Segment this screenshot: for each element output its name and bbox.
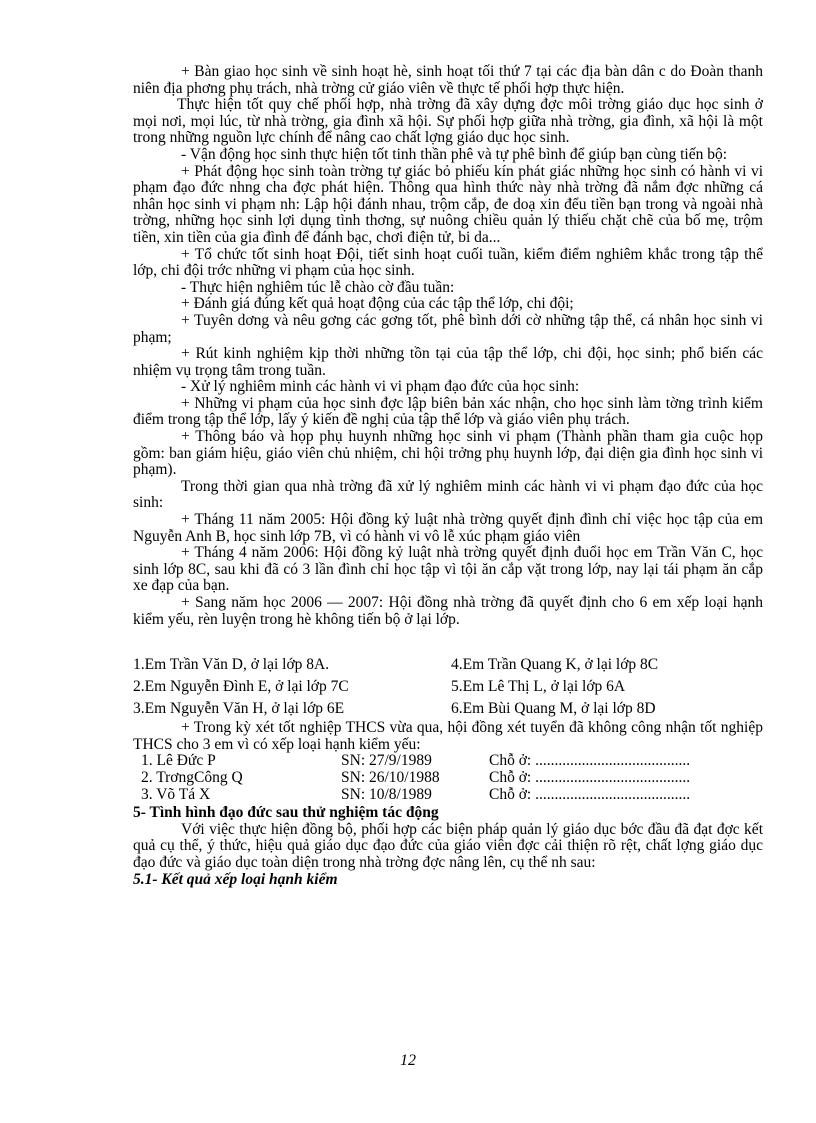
paragraph: Trong thời gian qua nhà trờng đã xử lý nghiêm minh các hành vi vi phạm đạo đức của học sinh:	[133, 477, 763, 512]
paragraph: + Rút kinh nghiệm kịp thời những tồn tại của tập thể lớp, chi đội, học sinh; phổ biến các nhiệm vụ trọng tâm trong tuần.	[133, 345, 763, 379]
subsection-heading: 5.1- Kết quả xếp loại hạnh kiểm	[133, 870, 338, 888]
table-row	[141, 787, 763, 804]
paragraph: + Trong kỳ xét tốt nghiệp THCS vừa qua, hội đồng xét tuyển đã không công nhận tốt nghiệp THCS cho 3 em vì có xếp loại hạnh kiểm yếu:	[133, 719, 763, 753]
student-name: 3. Võ Tá X	[141, 785, 211, 803]
student-item: 3.Em Nguyễn Văn H, ở lại lớp 6E	[133, 700, 345, 718]
table-row	[141, 770, 763, 787]
student-address: Chỗ ở: ........................................	[489, 752, 691, 770]
student-address: Chỗ ở: ........................................	[489, 768, 691, 786]
paragraph: - Xử lý nghiêm minh các hành vi vi phạm đạo đức của học sinh:	[181, 378, 580, 396]
paragraph: + Những vi phạm của học sinh đợc lập biên bản xác nhận, cho học sinh làm tờng trình kiểm điểm trong tập thể lớp, lấy ý kiến đề nghị của tập thể lớp và giáo viên phụ trách.	[133, 394, 763, 429]
paragraph: + Đánh giá đúng kết quả hoạt động của các tập thể lớp, chi đội;	[181, 295, 574, 313]
not-graduated-table	[141, 753, 763, 803]
student-item: 6.Em Bùi Quang M, ở lại lớp 8D	[451, 700, 656, 718]
student-item: 5.Em Lê Thị L, ở lại lớp 6A	[451, 678, 626, 696]
paragraph: + Tuyên dơng và nêu gơng các gơng tốt, phê bình dới cờ những tập thể, cá nhân học sinh vi phạm;	[133, 311, 763, 346]
paragraph: + Sang năm học 2006 — 2007: Hội đồng nhà trờng đã quyết định cho 6 em xếp loại hạnh kiểm yếu, rèn luyện trong hè không tiến bộ ở lại lớp.	[133, 594, 763, 628]
paragraph: Với việc thực hiện đồng bộ, phối hợp các biện pháp quản lý giáo dục bớc đầu đã đạt đợc kết quả cụ thể, ý thức, hiệu quả giáo dục đạo đức của giáo viên đợc cải thiện rõ rệt, chất lợng giáo dục đạo đức và giáo dục toàn diện trong nhà trờng đợc nâng lên, cụ thể nh sau:	[133, 820, 763, 871]
student-dob: SN: 10/8/1989	[341, 785, 432, 803]
paragraph: - Thực hiện nghiêm túc lễ chào cờ đầu tuần:	[181, 278, 455, 296]
paragraph: + Bàn giao học sinh về sinh hoạt hè, sinh hoạt tối thứ 7 tại các địa bàn dân c do Đoàn thanh niên địa phơng phụ trách, nhà trờng cử giáo viên về thực tế phối hợp thực hiện.	[133, 63, 763, 97]
document-page	[133, 64, 763, 888]
paragraph: + Tháng 11 năm 2005: Hội đồng kỷ luật nhà trờng quyết định đình chỉ việc học tập của em Nguyễn Anh B, học sinh lớp 7B, vì có hành vi vô lễ xúc phạm giáo viên	[133, 511, 763, 545]
student-item: 2.Em Nguyễn Đình E, ở lại lớp 7C	[133, 678, 349, 696]
spacer	[133, 628, 763, 654]
student-name: 2. TrơngCông Q	[141, 768, 243, 786]
body-section-1	[133, 64, 763, 628]
paragraph: + Thông báo và họp phụ huynh những học sinh vi phạm (Thành phần tham gia cuộc họp gồm: ban giám hiệu, giáo viên chủ nhiệm, chi hội trởng phụ huynh lớp, đại diện gia đình học sinh vi phạm).	[133, 428, 763, 479]
retained-students-list	[133, 654, 763, 720]
table-row	[141, 753, 763, 770]
student-dob: SN: 26/10/1988	[341, 768, 440, 786]
paragraph: + Phát động học sinh toàn trờng tự giác bỏ phiếu kín phát giác những học sinh có hành vi vi phạm đạo đức nhng cha đợc phát hiện. Thông qua hình thức này nhà trờng đã nắm đợc những cá nhân học sinh vi phạm nh: Lập hội đánh nhau, trộm cắp, đe doạ xin đểu tiền bạn trong và ngoài nhà trờng, những học sinh lợi dụng tình thơng, sự nuông chiều quản lý thiếu chặt chẽ của bố mẹ, trộm tiền, xin tiền của gia đình để đánh bạc, chơi điện tử, bi da...	[133, 162, 763, 246]
student-name: 1. Lê Đức P	[141, 752, 216, 770]
student-dob: SN: 27/9/1989	[341, 752, 432, 770]
paragraph: + Tháng 4 năm 2006: Hội đồng kỷ luật nhà trờng quyết định đuổi học em Trần Văn C, học sinh lớp 8C, sau khi đã có 3 lần đình chỉ học tập vì tội ăn cắp vặt trong lớp, nay lại tái phạm ăn cắp xe đạp của bạn.	[133, 544, 763, 595]
paragraph: + Tổ chức tốt sinh hoạt Đội, tiết sinh hoạt cuối tuần, kiểm điểm nghiêm khắc trong tập thể lớp, chi đội trớc những vi phạm của học sinh.	[133, 245, 763, 280]
section-heading: 5- Tình hình đạo đức sau thử nghiệm tác động	[133, 804, 439, 822]
student-item: 1.Em Trần Văn D, ở lại lớp 8A.	[133, 656, 330, 674]
page-number: 12	[400, 1052, 416, 1069]
student-address: Chỗ ở: ........................................	[489, 785, 691, 803]
paragraph: - Vận động học sinh thực hiện tốt tinh thần phê và tự phê bình để giúp bạn cùng tiến bộ:	[181, 145, 728, 163]
paragraph: Thực hiện tốt quy chế phối hợp, nhà trờng đã xây dựng đợc môi trờng giáo dục học sinh ở mọi nơi, mọi lúc, từ nhà trờng, gia đình xã hội. Sự phối hợp giữa nhà trờng, gia đình, xã hội là một trong những nguồn lực chính để nâng cao chất lợng giáo dục học sinh.	[133, 96, 763, 147]
student-item: 4.Em Trần Quang K, ở lại lớp 8C	[451, 656, 659, 674]
